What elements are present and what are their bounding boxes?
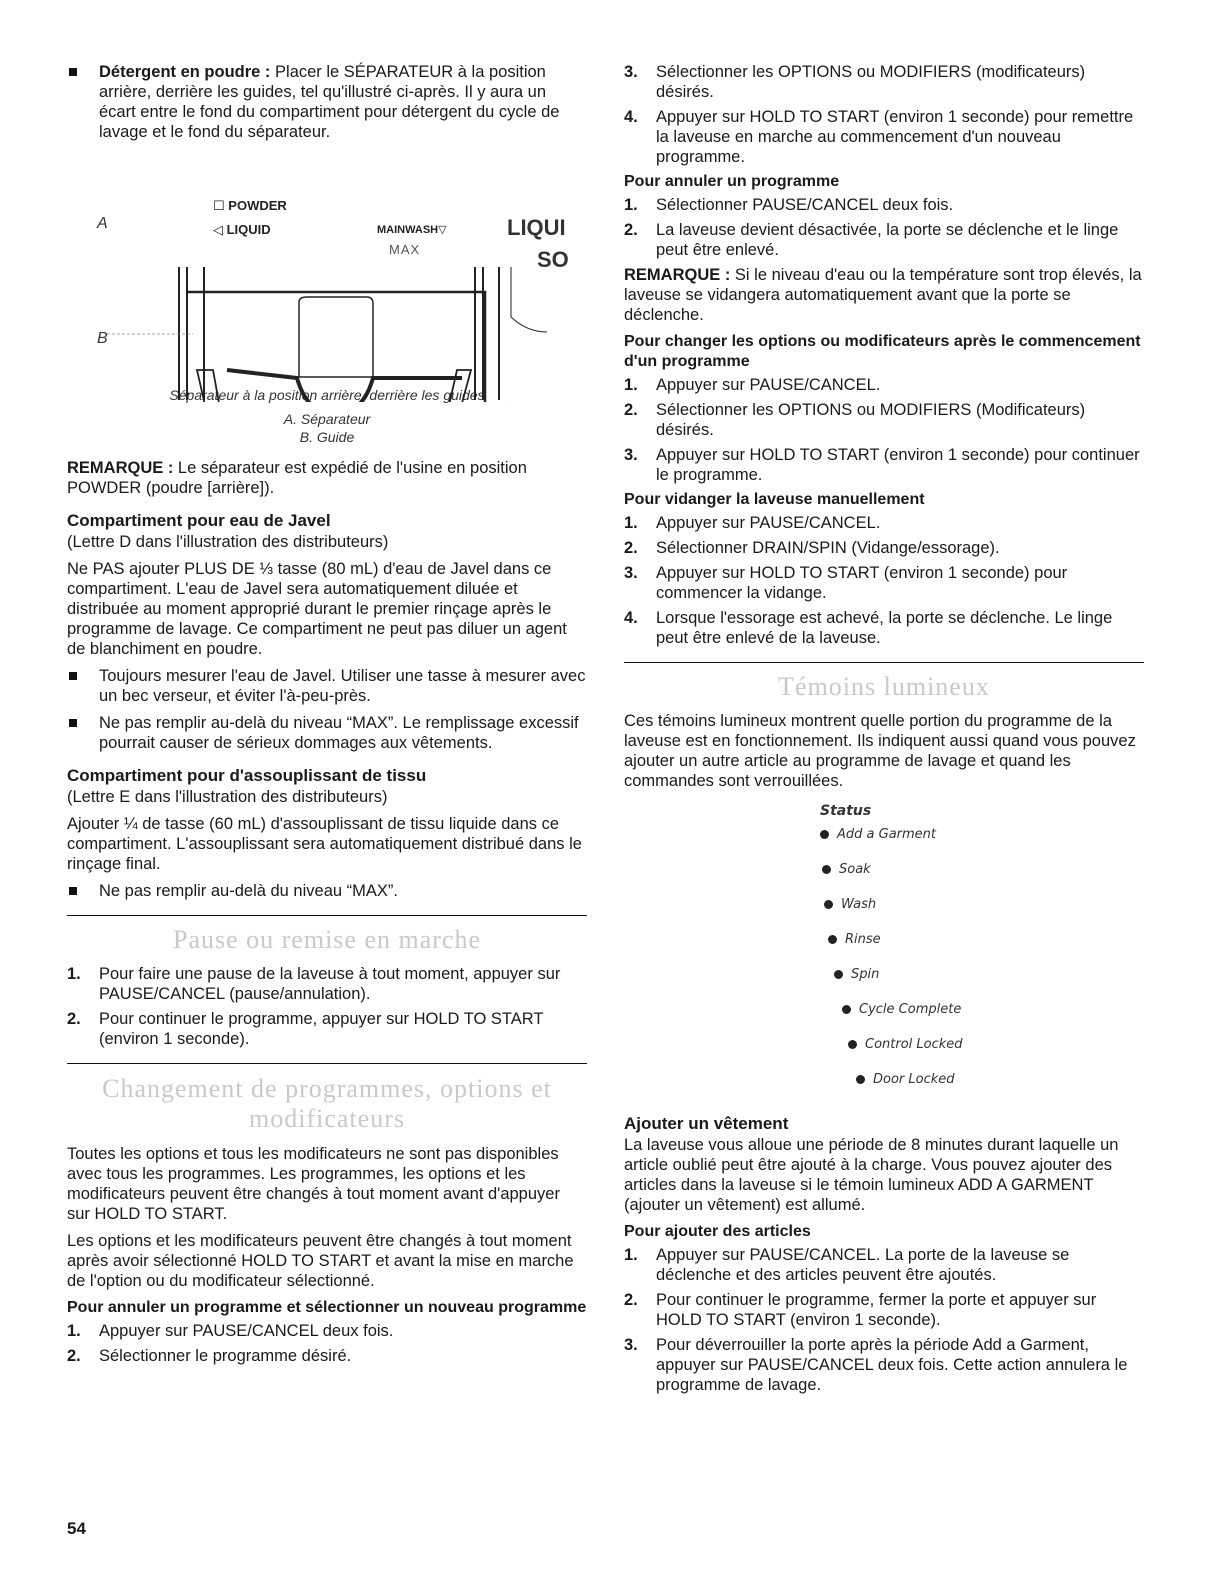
left-column bbox=[67, 62, 587, 1371]
status-add-garment bbox=[820, 825, 936, 845]
cancel-title: Pour annuler un programme bbox=[624, 173, 840, 190]
new-program-step-3 bbox=[624, 62, 1144, 102]
step-number: 3. bbox=[624, 446, 638, 464]
add-items-step-2 bbox=[624, 1290, 1144, 1330]
step-number: 2. bbox=[624, 539, 638, 557]
max-label: MAX bbox=[389, 242, 421, 257]
status-spin-label: Spin bbox=[851, 967, 880, 982]
change-options-step-2 bbox=[624, 400, 1144, 440]
status-dot-icon bbox=[828, 935, 837, 944]
status-dot-icon bbox=[834, 970, 843, 979]
add-items-title: Pour ajouter des articles bbox=[624, 1223, 811, 1240]
pause-heading: Pause ou remise en marche bbox=[172, 925, 481, 954]
drain-step-4-text: Lorsque l'essorage est achevé, la porte se déclenche. Le linge peut être enlevé de la laveuse. bbox=[656, 609, 1113, 647]
remark-water bbox=[624, 265, 1144, 325]
separator-illustration bbox=[67, 152, 587, 402]
drain-step-3 bbox=[624, 563, 1144, 603]
change-para-2: Les options et les modificateurs peuvent être changés à tout moment après avoir sélectionné HOLD TO START et avant la mise en marche de l'option ou du modificateur sélectionné. bbox=[67, 1232, 574, 1290]
step-number: 3. bbox=[624, 63, 638, 81]
status-wash-label: Wash bbox=[841, 897, 877, 912]
status-door-locked bbox=[856, 1070, 955, 1090]
step-number: 2. bbox=[624, 401, 638, 419]
change-para-1: Toutes les options et tous les modificateurs ne sont pas disponibles avec tous les programmes. Les programmes, les options et les modificateurs peuvent être changés à tout moment avant d'appuyer sur HOLD TO START. bbox=[67, 1145, 560, 1223]
change-options-step-3-text: Appuyer sur HOLD TO START (environ 1 seconde) pour continuer le programme. bbox=[656, 446, 1140, 484]
change-options-step-2-text: Sélectionner les OPTIONS ou MODIFIERS (Modificateurs) désirés. bbox=[656, 401, 1086, 439]
status-spin bbox=[834, 965, 879, 985]
separator-figure bbox=[67, 152, 587, 402]
status-rinse bbox=[828, 930, 881, 950]
figure-legend-a: A. Séparateur bbox=[283, 411, 371, 427]
cancel-new-title: Pour annuler un programme et sélectionner un nouveau programme bbox=[67, 1299, 587, 1316]
drain-step-3-text: Appuyer sur HOLD TO START (environ 1 seconde) pour commencer la vidange. bbox=[656, 564, 1068, 602]
divider bbox=[67, 1063, 587, 1064]
step-number: 3. bbox=[624, 564, 638, 582]
powder-label: ☐ POWDER bbox=[213, 198, 287, 213]
drain-step-1-text: Appuyer sur PAUSE/CANCEL. bbox=[656, 514, 881, 532]
mainwash-label: MAINWASH▽ bbox=[377, 224, 447, 236]
status-door-locked-label: Door Locked bbox=[873, 1072, 955, 1087]
step-number: 1. bbox=[624, 1246, 638, 1264]
remark-separator bbox=[67, 458, 587, 498]
bleach-title: Compartiment pour eau de Javel bbox=[67, 511, 331, 530]
add-items-step-1 bbox=[624, 1245, 1144, 1285]
powder-detergent-label: Détergent en poudre : bbox=[99, 63, 271, 81]
powder-text: POWDER bbox=[228, 198, 287, 213]
step-number: 1. bbox=[67, 965, 81, 983]
status-add-garment-label: Add a Garment bbox=[837, 827, 937, 842]
status-dot-icon bbox=[824, 900, 833, 909]
change-options-step-1 bbox=[624, 375, 1144, 395]
change-options-title: Pour changer les options ou modificateurs après le commencement d'un programme bbox=[624, 333, 1141, 370]
divider bbox=[624, 662, 1144, 663]
cancel-step-1 bbox=[624, 195, 1144, 215]
page-number: 54 bbox=[67, 1519, 86, 1538]
step-number: 2. bbox=[624, 1291, 638, 1309]
status-dot-icon bbox=[848, 1040, 857, 1049]
bleach-bullet-1: Toujours mesurer l'eau de Javel. Utiliser une tasse à mesurer avec un bec verseur, et éviter l'à-peu-près. bbox=[67, 666, 587, 706]
new-program-step-3-text: Sélectionner les OPTIONS ou MODIFIERS (modificateurs) désirés. bbox=[656, 63, 1086, 101]
drain-step-1 bbox=[624, 513, 1144, 533]
step-number: 2. bbox=[624, 221, 638, 239]
add-items-step-3-text: Pour déverrouiller la porte après la période Add a Garment, appuyer sur PAUSE/CANCEL deux fois. Cette action annulera le programme de lavage. bbox=[656, 1336, 1128, 1394]
pause-step-1-text: Pour faire une pause de la laveuse à tout moment, appuyer sur PAUSE/CANCEL (pause/annulation). bbox=[99, 965, 561, 1003]
right-column bbox=[624, 62, 1144, 1400]
softener-sub: (Lettre E dans l'illustration des distributeurs) bbox=[67, 788, 388, 806]
figure-legend-b: B. Guide bbox=[299, 429, 355, 445]
drain-title: Pour vidanger la laveuse manuellement bbox=[624, 491, 925, 508]
status-dot-icon bbox=[822, 865, 831, 874]
add-items-step-2-text: Pour continuer le programme, fermer la porte et appuyer sur HOLD TO START (environ 1 seconde). bbox=[656, 1291, 1097, 1329]
bleach-sub: (Lettre D dans l'illustration des distributeurs) bbox=[67, 533, 389, 551]
step-number: 2. bbox=[67, 1010, 81, 1028]
lights-heading: Témoins lumineux bbox=[778, 672, 990, 701]
step-number: 4. bbox=[624, 108, 638, 126]
drain-step-2 bbox=[624, 538, 1144, 558]
callout-a: A bbox=[97, 215, 108, 232]
garment-para: La laveuse vous alloue une période de 8 minutes durant laquelle un article oublié peut être ajouté à la charge. Vous pouvez ajouter des articles dans la laveuse si le témoin lumineux ADD A GARMENT (ajouter un vêtement) est allumé. bbox=[624, 1136, 1119, 1214]
drain-step-4 bbox=[624, 608, 1144, 648]
status-control-locked-label: Control Locked bbox=[865, 1037, 963, 1052]
liquid-label: ◁ LIQUID bbox=[213, 222, 271, 237]
mainwash-text: MAINWASH bbox=[377, 224, 439, 236]
divider bbox=[67, 915, 587, 916]
add-items-step-1-text: Appuyer sur PAUSE/CANCEL. La porte de la laveuse se déclenche et des articles peuvent être ajoutés. bbox=[656, 1246, 1070, 1284]
change-options-step-1-text: Appuyer sur PAUSE/CANCEL. bbox=[656, 376, 881, 394]
status-dot-icon bbox=[856, 1075, 865, 1084]
pause-step-2 bbox=[67, 1009, 587, 1049]
cancel-new-step-1-text: Appuyer sur PAUSE/CANCEL deux fois. bbox=[99, 1322, 394, 1340]
cancel-new-step-2 bbox=[67, 1346, 587, 1366]
step-number: 2. bbox=[67, 1347, 81, 1365]
remark-water-text: Si le niveau d'eau ou la température sont trop élevés, la laveuse se vidangera automatiquement avant que la porte se déclenche. bbox=[624, 266, 1142, 324]
powder-detergent-item bbox=[67, 62, 587, 142]
liquid-text: LIQUID bbox=[226, 222, 271, 237]
add-items-step-3 bbox=[624, 1335, 1144, 1395]
softener-title: Compartiment pour d'assouplissant de tissu bbox=[67, 766, 427, 785]
status-rinse-label: Rinse bbox=[845, 932, 881, 947]
status-soak-label: Soak bbox=[839, 862, 871, 877]
figure-caption: Séparateur à la position arrière, derrière les guides bbox=[169, 387, 485, 403]
bleach-para: Ne PAS ajouter PLUS DE ⅓ tasse (80 mL) d'eau de Javel dans ce compartiment. L'eau de Javel sera automatiquement diluée et distribuée au moment approprié durant le premier rinçage après le programme de lavage. Ce compartiment ne peut pas diluer un agent de blanchiment en poudre. bbox=[67, 560, 567, 658]
step-number: 4. bbox=[624, 609, 638, 627]
change-heading bbox=[67, 1074, 587, 1134]
cancel-step-2-text: La laveuse devient désactivée, la porte se déclenche et le linge peut être enlevé. bbox=[656, 221, 1119, 259]
softener-bullet-1: Ne pas remplir au-delà du niveau “MAX”. bbox=[67, 881, 587, 901]
status-header: Status bbox=[820, 803, 872, 819]
bleach-bullet-2: Ne pas remplir au-delà du niveau “MAX”. Le remplissage excessif pourrait causer de sérieux dommages aux vêtements. bbox=[67, 713, 587, 753]
step-number: 1. bbox=[624, 376, 638, 394]
callout-b: B bbox=[97, 330, 108, 347]
cancel-step-2 bbox=[624, 220, 1144, 260]
status-panel bbox=[624, 801, 1144, 1091]
status-dot-icon bbox=[842, 1005, 851, 1014]
so-label: SO bbox=[537, 247, 569, 272]
remark-separator-text: Le séparateur est expédié de l'usine en position POWDER (poudre [arrière]). bbox=[67, 459, 527, 497]
garment-title: Ajouter un vêtement bbox=[624, 1114, 789, 1133]
remark-water-label: REMARQUE : bbox=[624, 266, 731, 284]
powder-detergent-text: Placer le SÉPARATEUR à la position arrière, derrière les guides, tel qu'illustré ci-après. Il y aura un écart entre le fond du compartiment pour détergent du cycle de lavage et le fond du séparateur. bbox=[99, 63, 560, 141]
liqui-label: LIQUI bbox=[507, 215, 566, 240]
step-number: 1. bbox=[67, 1322, 81, 1340]
cancel-new-step-2-text: Sélectionner le programme désiré. bbox=[99, 1347, 352, 1365]
cancel-step-1-text: Sélectionner PAUSE/CANCEL deux fois. bbox=[656, 196, 954, 214]
status-soak bbox=[822, 860, 871, 880]
lights-para: Ces témoins lumineux montrent quelle portion du programme de la laveuse est en fonctionnement. Ils indiquent aussi quand vous pouvez ajouter un autre article au programme de lavage et quand les commandes sont verrouillées. bbox=[624, 712, 1136, 790]
cancel-new-step-1 bbox=[67, 1321, 587, 1341]
drain-step-2-text: Sélectionner DRAIN/SPIN (Vidange/essorage). bbox=[656, 539, 1000, 557]
step-number: 3. bbox=[624, 1336, 638, 1354]
change-options-step-3 bbox=[624, 445, 1144, 485]
status-cycle-complete-label: Cycle Complete bbox=[859, 1002, 962, 1017]
remark-separator-label: REMARQUE : bbox=[67, 459, 174, 477]
status-dot-icon bbox=[820, 830, 829, 839]
pause-step-1 bbox=[67, 964, 587, 1004]
new-program-step-4 bbox=[624, 107, 1144, 167]
softener-para: Ajouter ¼ de tasse (60 mL) d'assouplissant de tissu liquide dans ce compartiment. L'assouplissant sera automatiquement distribué dans le rinçage final. bbox=[67, 815, 582, 873]
status-cycle-complete bbox=[842, 1000, 961, 1020]
step-number: 1. bbox=[624, 514, 638, 532]
step-number: 1. bbox=[624, 196, 638, 214]
pause-step-2-text: Pour continuer le programme, appuyer sur HOLD TO START (environ 1 seconde). bbox=[99, 1010, 544, 1048]
status-wash bbox=[824, 895, 876, 915]
change-heading-line-2: modificateurs bbox=[249, 1104, 405, 1133]
status-control-locked bbox=[848, 1035, 963, 1055]
new-program-step-4-text: Appuyer sur HOLD TO START (environ 1 seconde) pour remettre la laveuse en marche au commencement d'un nouveau programme. bbox=[656, 108, 1134, 166]
change-heading-line-1: Changement de programmes, options et bbox=[102, 1074, 552, 1103]
